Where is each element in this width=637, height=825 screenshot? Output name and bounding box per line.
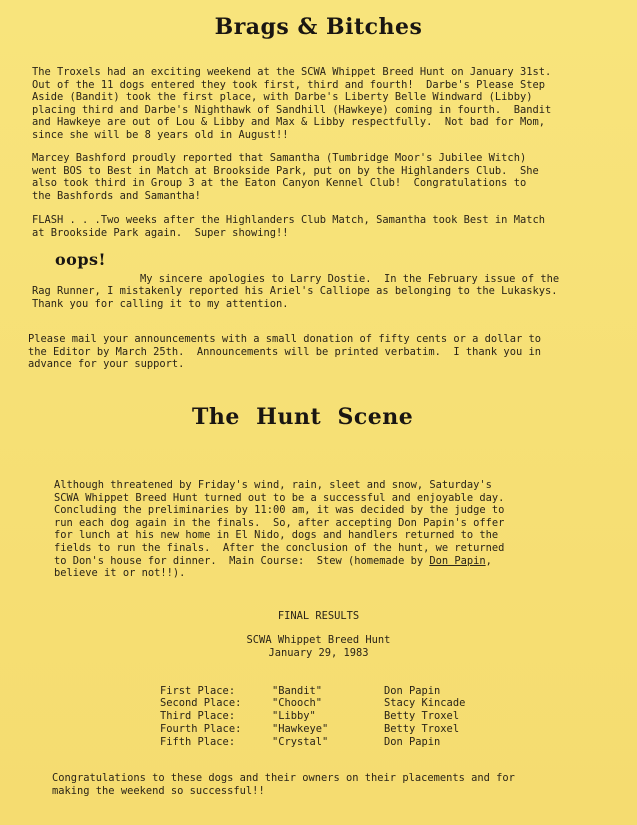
oops-paragraph: Rag Runner, I mistakenly reported his Ariel's Calliope as belonging to the Lukaskys. Thank you for calling it to my attention. (32, 285, 558, 310)
result-owner: Don Papin (384, 685, 441, 697)
section-title-brags: Brags & Bitches (214, 14, 423, 40)
result-owner: Betty Troxel (384, 723, 460, 735)
result-place: First Place: (160, 685, 236, 697)
result-owner: Stacy Kincade (384, 697, 466, 709)
results-title: FINAL RESULTS (277, 610, 360, 622)
hunt-paragraph (54, 479, 614, 580)
result-owner: Betty Troxel (384, 710, 460, 722)
result-owner: Don Papin (384, 736, 441, 748)
result-place: Second Place: (160, 697, 242, 709)
brags-paragraph-bashford: Marcey Bashford proudly reported that Samantha (Tumbridge Moor's Jubilee Witch) went BOS to Best in Match at Brookside Park, put on by the Highlanders Club. She also took third in Group 3 at the Eaton Canyon Kennel Club! Congratulations to the Bashfords and Samantha! (32, 152, 539, 202)
brags-paragraph-flash: FLASH . . .Two weeks after the Highlanders Club Match, Samantha took Best in Match at Brookside Park again. Super showing!! (32, 214, 545, 239)
result-dog: "Libby" (272, 710, 316, 722)
result-place: Third Place: (160, 710, 236, 722)
oops-label: oops! (55, 250, 107, 269)
result-dog: "Hawkeye" (272, 723, 329, 735)
result-dog: "Chooch" (272, 697, 323, 709)
section-title-hunt: The Hunt Scene (192, 404, 414, 430)
results-event-date: January 29, 1983 (268, 647, 369, 659)
results-event-name: SCWA Whippet Breed Hunt (246, 634, 391, 646)
result-dog: "Crystal" (272, 736, 329, 748)
hunt-body-end: , believe it or not!!). (54, 554, 492, 580)
closing-paragraph: Congratulations to these dogs and their owners on their placements and for making the weekend so successful!! (52, 772, 515, 797)
result-place: Fifth Place: (160, 736, 236, 748)
result-dog: "Bandit" (272, 685, 323, 697)
result-place: Fourth Place: (160, 723, 242, 735)
brags-paragraph-announcements: Please mail your announcements with a small donation of fifty cents or a dollar to the Editor by March 25th. Announcements will be printed verbatim. I thank you in advance for your support. (28, 333, 541, 371)
hunt-body-underlined-name: Don Papin (429, 554, 486, 567)
hunt-body-text: Although threatened by Friday's wind, rain, sleet and snow, Saturday's SCWA Whippet Breed Hunt turned out to be a successful and enjoyable day. Concluding the preliminaries by 11:00 am, it was decided by the judge to run each dog again in the finals. So, after accepting Don Papin's offer for lunch at his new home in El Nido, dogs and handlers returned to the fields to run the finals. After the conclusion of the hunt, we returned to Don's house for dinner. Main Course: Stew (homemade by (54, 479, 505, 567)
oops-line-1: My sincere apologies to Larry Dostie. In the February issue of the (140, 273, 560, 285)
brags-paragraph-troxels: The Troxels had an exciting weekend at the SCWA Whippet Breed Hunt on January 31st. Out of the 11 dogs entered they took first, third and fourth! Darbe's Please Step Aside (Bandit) took the first place, with Darbe's Liberty Belle Windward (Libby) placing third and Darbe's Nighthawk of Sandhill (Hawkeye) coming in fourth. Bandit and Hawkeye are out of Lou & Libby and Max & Libby respectfully. Not bad for Mom, since she will be 8 years old in August!! (32, 66, 552, 141)
